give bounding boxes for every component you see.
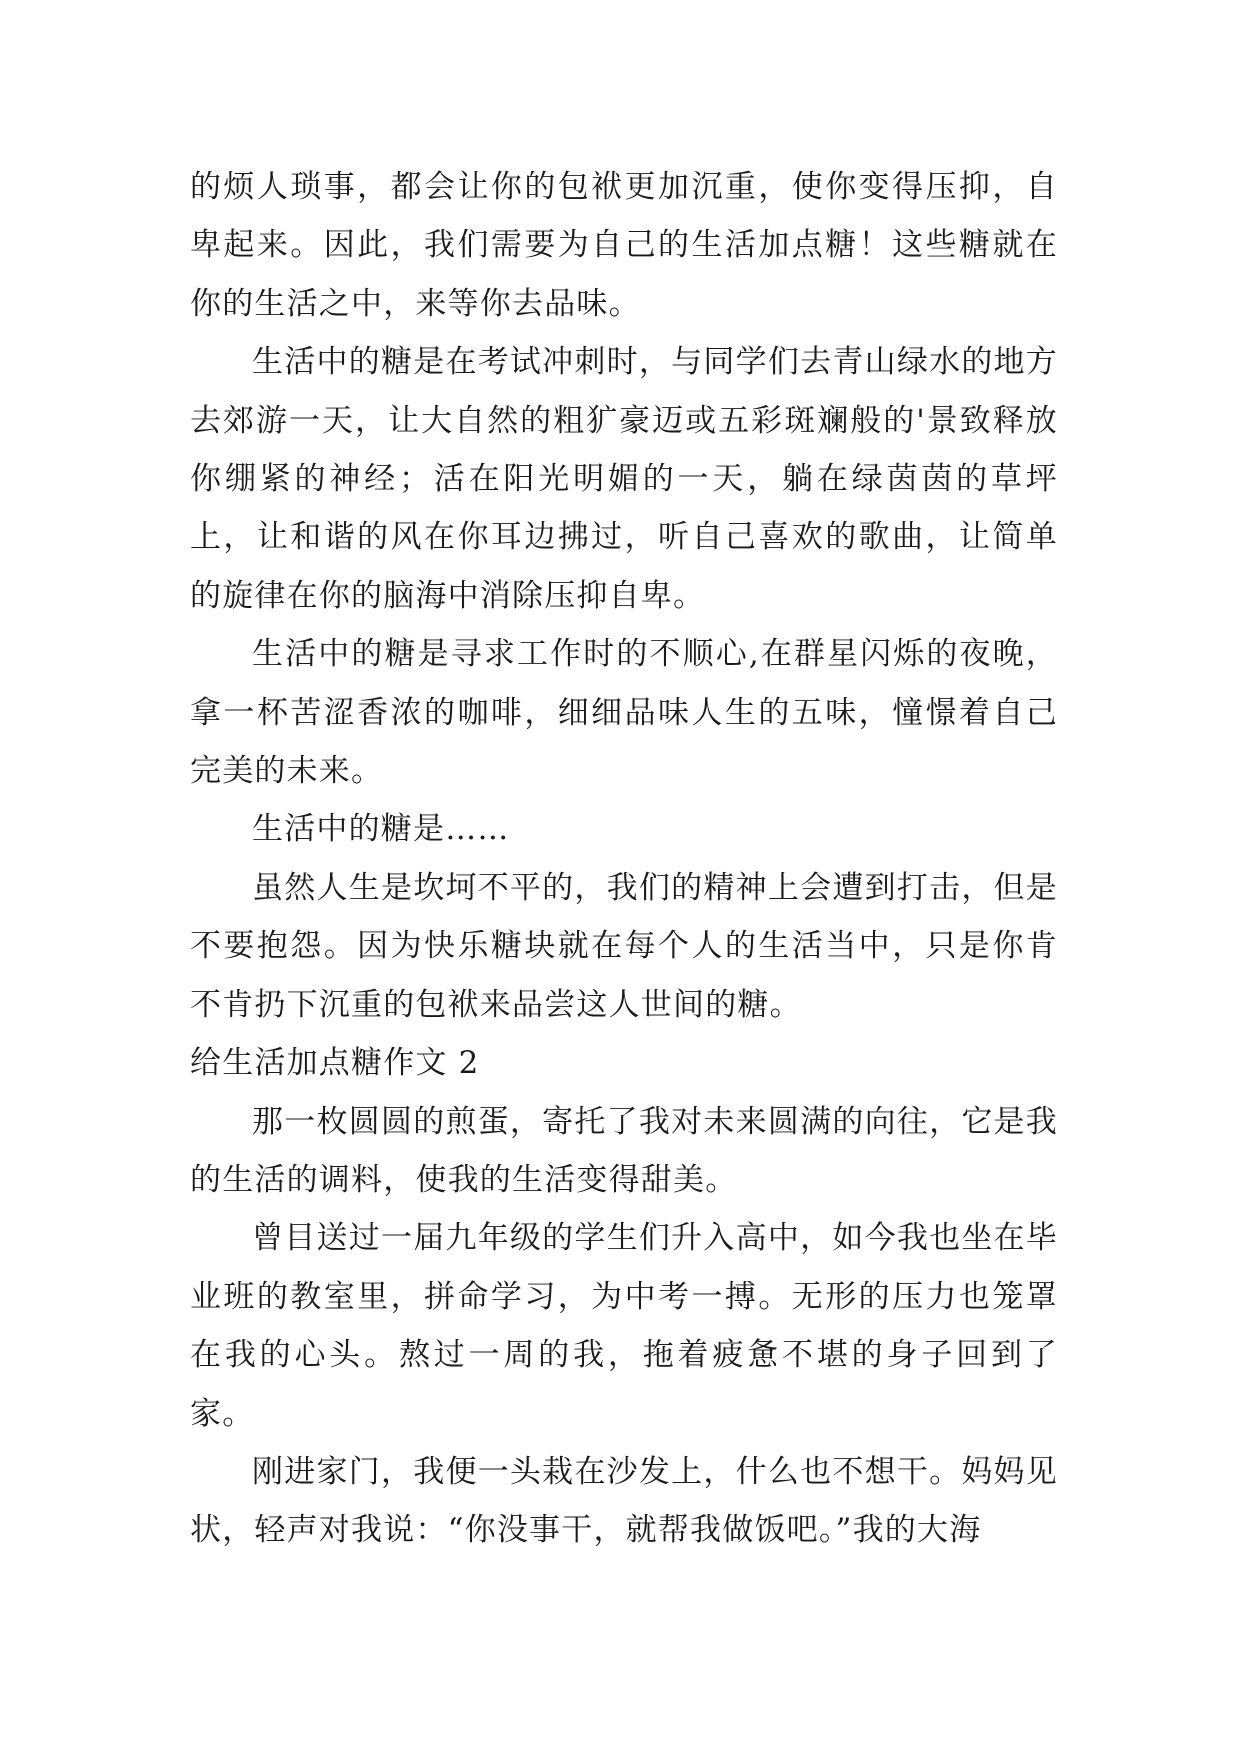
paragraph-body: 虽然人生是坎坷不平的，我们的精神上会遭到打击，但是不要抱怨。因为快乐糖块就在每个人的生活当中，只是你肯不肯扔下沉重的包袱来品尝这人世间的糖。 [190, 869, 1058, 1023]
paragraph-body: 生活中的糖是…… [252, 811, 510, 848]
paragraph-body: 生活中的糖是寻求工作时的不顺心,在群星闪烁的夜晚，拿一杯苦涩香浓的咖啡，细细品味人生的五味，憧憬着自己完美的未来。 [190, 636, 1058, 790]
paragraph-body: 刚进家门，我便一头栽在沙发上，什么也不想干。妈妈见状，轻声对我说：“你没事干，就帮我做饭吧。”我的大海 [190, 1453, 1058, 1549]
paragraph-body: 那一枚圆圆的煎蛋，寄托了我对未来圆满的向往，它是我的生活的调料，使我的生活变得甜美。 [190, 1103, 1058, 1198]
document-page [190, 158, 1058, 1560]
section-heading: 给生活加点糖作文 2 [190, 1045, 480, 1082]
paragraph-body: 生活中的糖是在考试冲刺时，与同学们去青山绿水的地方去郊游一天，让大自然的粗犷豪迈或五彩斑斓般的'景致释放你绷紧的神经；活在阳光明媚的一天，躺在绿茵茵的草坪上，让和谐的风在你耳边拂过，听自己喜欢的歌曲，让简单的旋律在你的脑海中消除压抑自卑。 [190, 344, 1058, 614]
paragraph-continuation: 的烦人琐事，都会让你的包袱更加沉重，使你变得压抑，自卑起来。因此，我们需要为自己的生活加点糖！这些糖就在你的生活之中，来等你去品味。 [190, 169, 1058, 322]
paragraph-body: 曾目送过一届九年级的学生们升入高中，如今我也坐在毕业班的教室里，拼命学习，为中考一搏。无形的压力也笼罩在我的心头。熬过一周的我，拖着疲惫不堪的身子回到了家。 [190, 1220, 1058, 1432]
